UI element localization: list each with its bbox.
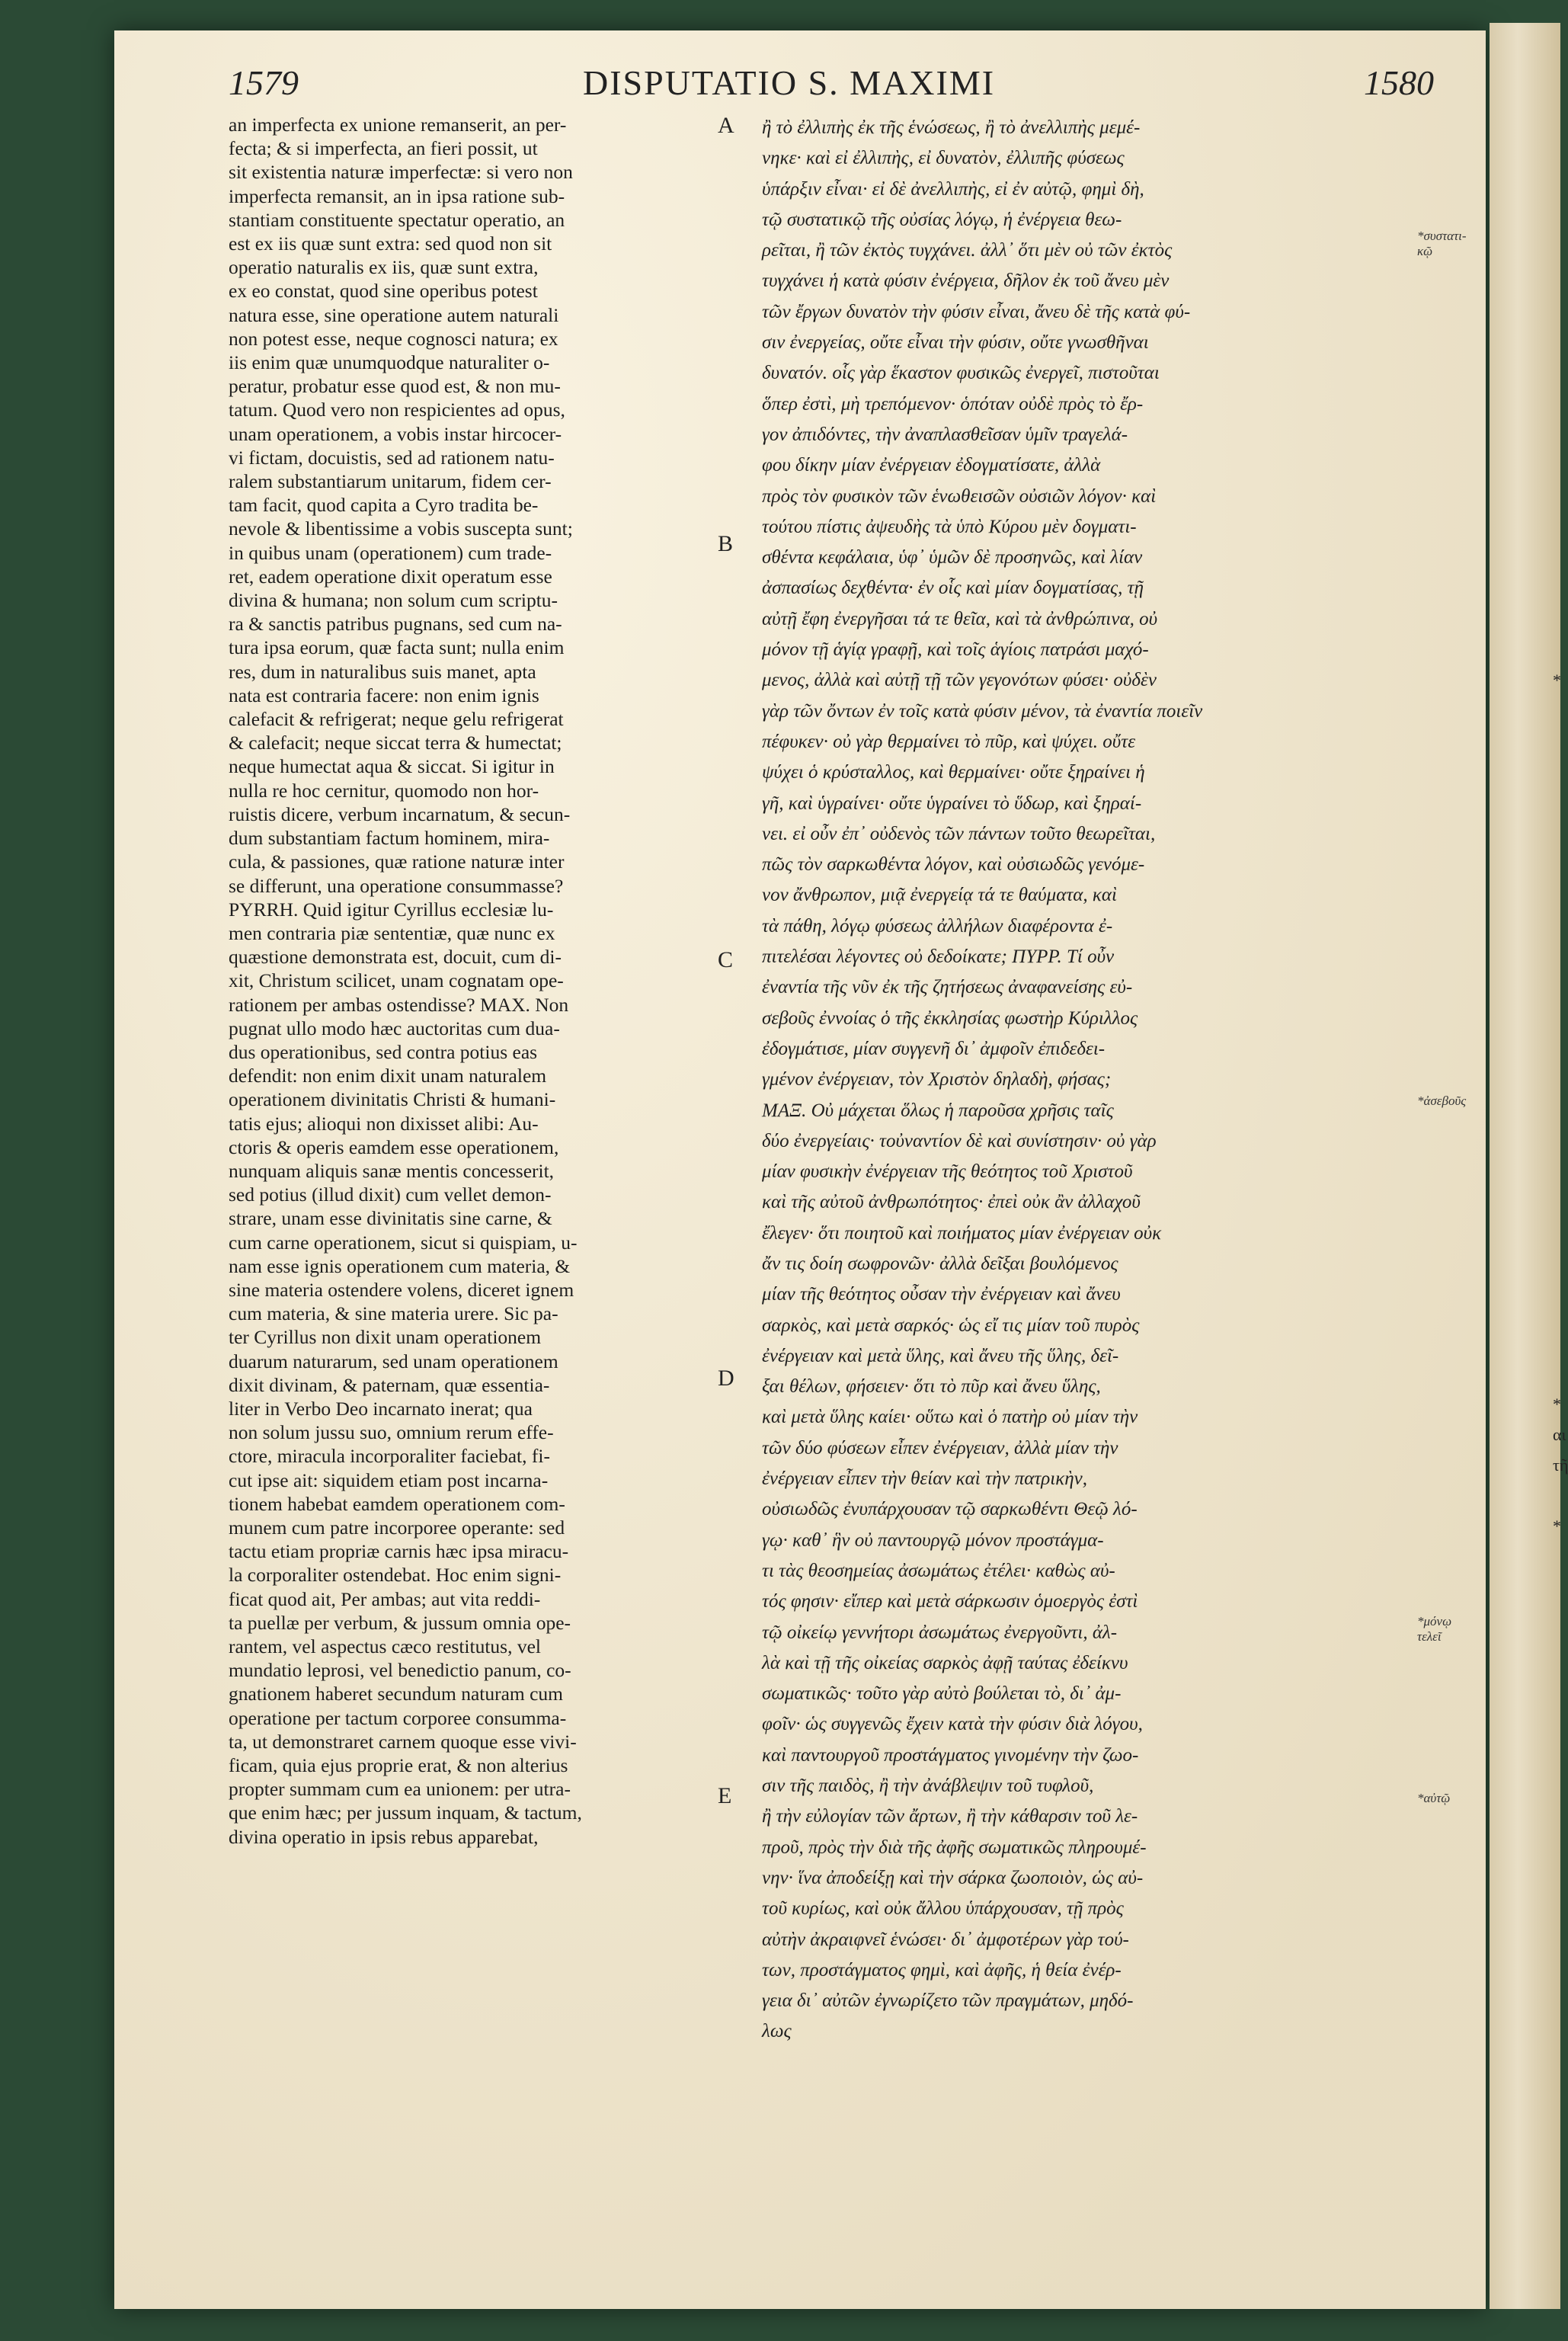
greek-text-line: τῶν ἔργων δυνατὸν τὴν φύσιν εἶναι, ἄνευ δὲ τῆς κατὰ φύ- <box>762 301 1191 322</box>
greek-text-line: δύο ἐνεργείαις· τοὐναντίον δὲ καὶ συνίστησιν· οὐ γὰρ <box>762 1130 1157 1151</box>
greek-text-line: τι τὰς θεοσημείας ἀσωμάτως ἐτέλει· καθὼς αὐ- <box>762 1560 1115 1581</box>
latin-text-line: unam operationem, a vobis instar hircocer- <box>229 422 562 445</box>
greek-text-line: γῳ· καθ᾽ ἣν οὐ παντουργῷ μόνον προστάγμα- <box>762 1529 1104 1551</box>
greek-text-line: σεβοῦς ἐννοίας ὁ τῆς ἐκκλησίας φωστὴρ Κύριλλος <box>762 1007 1138 1029</box>
latin-text-line: ctoris & operis eamdem esse operationem, <box>229 1135 559 1158</box>
latin-text-line: nevole & libentissime a vobis suscepta sunt; <box>229 517 573 540</box>
latin-text-line: sit existentia naturæ imperfectæ: si vero non <box>229 161 573 184</box>
latin-text-line: pugnat ullo modo hæc auctoritas cum dua- <box>229 1017 560 1039</box>
latin-text-line: vi fictam, docuistis, sed ad rationem natu- <box>229 446 555 469</box>
greek-text-line: γῆ, καὶ ὑγραίνει· οὔτε ὑγραίνει τὸ ὕδωρ, καὶ ξηραί- <box>762 793 1142 814</box>
greek-text-line: ἐδογμάτισε, μίαν συγγενῆ δι᾽ ἀμφοῖν ἐπιδεδει- <box>762 1038 1106 1059</box>
latin-text-line: ter Cyrillus non dixit unam operationem <box>229 1326 542 1349</box>
greek-text-line: γεια δι᾽ αὐτῶν ἐγνωρίζετο τῶν πραγμάτων, μηδό- <box>762 1990 1134 2012</box>
latin-text-line: defendit: non enim dixit unam naturalem <box>229 1065 547 1087</box>
margin-note-4: *αὐτῷ <box>1417 1791 1451 1805</box>
margin-note-3: *μόνῳ τελεῖ <box>1417 1614 1452 1644</box>
greek-text-line: τῷ οἰκείῳ γεννήτορι ἀσωμάτως ἐνεργοῦντι, ἀλ- <box>762 1622 1118 1643</box>
greek-text-line: πιτελέσαι λέγοντες οὐ δεδοίκατε; ΠΥΡΡ. Τί οὖν <box>762 946 1115 968</box>
latin-text-line: ra & sanctis patribus pugnans, sed cum na- <box>229 613 562 636</box>
greek-text-line: σιν ἐνεργείας, οὔτε εἶναι τὴν φύσιν, οὔτε γνωσθῆναι <box>762 332 1149 354</box>
latin-text-line: dus operationibus, sed contra potius eas <box>229 1040 538 1063</box>
latin-text-line: calefacit & refrigerat; neque gelu refrigerat <box>229 708 564 731</box>
latin-text-line: res, dum in naturalibus suis manet, apta <box>229 660 536 683</box>
edge-marks: * * αι τῆ * <box>1553 671 1568 1536</box>
greek-text-line: σθέντα κεφάλαια, ὑφ᾽ ὑμῶν δὲ προσηνῶς, καὶ λίαν <box>762 547 1143 568</box>
greek-text-line: μενος, ἀλλὰ καὶ αὐτῇ τῇ τῶν γεγονότων φύσει· οὐδὲν <box>762 670 1157 691</box>
latin-text-line: nam esse ignis operationem cum materia, & <box>229 1254 571 1277</box>
greek-text-line: αὐτὴν ἀκραιφνεῖ ἑνώσει· δι᾽ ἀμφοτέρων γὰρ τού- <box>762 1929 1129 1950</box>
greek-text-line: μόνον τῇ ἁγίᾳ γραφῇ, καὶ τοῖς ἁγίοις πατράσι μαχό- <box>762 639 1149 661</box>
latin-text-line: imperfecta remansit, an in ipsa ratione sub- <box>229 184 565 207</box>
latin-text-line: ta, ut demonstraret carnem quoque esse vivi- <box>229 1730 577 1753</box>
greek-text-line: ἐνέργειαν εἶπεν τὴν θείαν καὶ τὴν πατρικὴν, <box>762 1468 1087 1490</box>
latin-text-line: non solum jussu suo, omnium rerum effe- <box>229 1421 554 1444</box>
greek-text-line: νει. εἰ οὖν ἐπ᾽ οὐδενὸς τῶν πάντων τοῦτο θεωρεῖται, <box>762 823 1156 844</box>
latin-text-line: an imperfecta ex unione remanserit, an per- <box>229 114 567 136</box>
latin-text-line: sed potius (illud dixit) cum vellet demon- <box>229 1183 552 1206</box>
latin-column <box>229 113 716 1849</box>
latin-text-line: ret, eadem operatione dixit operatum esse <box>229 565 552 588</box>
latin-text-line: tura ipsa eorum, quæ facta sunt; nulla enim <box>229 636 565 659</box>
greek-text-line: ἔλεγεν· ὅτι ποιητοῦ καὶ ποιήματος μίαν ἐνέργειαν οὐκ <box>762 1222 1162 1244</box>
latin-text-line: divina operatio in ipsis rebus apparebat, <box>229 1825 539 1848</box>
latin-text-line: tionem habebat eamdem operationem com- <box>229 1492 565 1515</box>
latin-text-line: munem cum patre incorporee operante: sed <box>229 1516 565 1539</box>
greek-text-line: τυγχάνει ἡ κατὰ φύσιν ἐνέργεια, δῆλον ἐκ τοῦ ἄνευ μὲν <box>762 271 1170 292</box>
latin-text-line: iis enim quæ unumquodque naturaliter o- <box>229 351 550 374</box>
latin-text-line: peratur, probatur esse quod est, & non mu- <box>229 375 561 398</box>
latin-text-line: cum materia, & sine materia urere. Sic pa- <box>229 1302 558 1325</box>
latin-text-line: duarum naturarum, sed unam operationem <box>229 1350 558 1372</box>
latin-text-line: operationem divinitatis Christi & humani- <box>229 1088 556 1111</box>
latin-text-line: ex eo constat, quod sine operibus potest <box>229 280 538 303</box>
greek-text-line: νον ἄνθρωπον, μιᾷ ἐνεργείᾳ τά τε θαύματα, καὶ <box>762 885 1117 906</box>
latin-text-line: ruistis dicere, verbum incarnatum, & secun- <box>229 802 571 825</box>
greek-text-line: πρὸς τὸν φυσικὸν τῶν ἑνωθεισῶν οὐσιῶν λόγον· καὶ <box>762 485 1157 507</box>
latin-text-line: cut ipse ait: siquidem etiam post incarna- <box>229 1468 549 1491</box>
latin-text-line: nunquam aliquis sanæ mentis concesserit, <box>229 1159 555 1182</box>
latin-text-line: divina & humana; non solum cum scriptu- <box>229 589 558 612</box>
greek-text-line: ψύχει ὁ κρύσταλλος, καὶ θερμαίνει· οὔτε ξηραίνει ἡ <box>762 762 1145 783</box>
latin-text-line: fecta; & si imperfecta, an fieri possit, ut <box>229 137 538 160</box>
greek-text-line: πέφυκεν· οὐ γὰρ θερμαίνει τὸ πῦρ, καὶ ψύχει. οὔτε <box>762 731 1136 752</box>
greek-text-line: γὰρ τῶν ὄντων ἐν τοῖς κατὰ φύσιν μένον, τὰ ἐναντία ποιεῖν <box>762 700 1203 722</box>
latin-text-line: xit, Christum scilicet, unam cognatam ope- <box>229 969 564 992</box>
greek-text-line: μίαν φυσικὴν ἐνέργειαν τῆς θεότητος τοῦ Χριστοῦ <box>762 1161 1133 1183</box>
latin-text-line: dixit divinam, & paternam, quæ essentia- <box>229 1373 550 1396</box>
latin-text-line: est ex iis quæ sunt extra: sed quod non sit <box>229 232 552 255</box>
latin-text-line: stantiam constituente spectatur operatio, an <box>229 208 565 231</box>
latin-text-line: tatum. Quod vero non respicientes ad opus, <box>229 399 565 421</box>
page-number-left: 1579 <box>229 63 299 102</box>
latin-text-line: non potest esse, neque cognosci natura; ex <box>229 327 558 350</box>
greek-text-line: ἐνέργειαν καὶ μετὰ ὕλης, καὶ ἄνευ τῆς ὕλης, δεῖ- <box>762 1345 1119 1366</box>
latin-text-line: quæstione demonstrata est, docuit, cum di- <box>229 946 562 969</box>
latin-text-line: se differunt, una operatione consummasse? <box>229 874 564 897</box>
greek-text-line: αὐτῇ ἔφη ἐνεργῆσαι τά τε θεῖα, καὶ τὰ ἀνθρώπινα, οὐ <box>762 608 1158 629</box>
greek-text-line: νην· ἵνα ἀποδείξῃ καὶ τὴν σάρκα ζωοποιὸν, ὡς αὐ- <box>762 1867 1144 1888</box>
greek-text-line: σιν τῆς παιδὸς, ἢ τὴν ἀνάβλεψιν τοῦ τυφλοῦ, <box>762 1776 1094 1797</box>
page-edge <box>1490 23 1560 2309</box>
greek-text-line: φοῖν· ὡς συγγενῶς ἔχειν κατὰ τὴν φύσιν διὰ λόγου, <box>762 1714 1143 1735</box>
latin-text-line: men contraria piæ sententiæ, quæ nunc ex <box>229 921 555 944</box>
greek-column <box>762 113 1410 2048</box>
latin-text-line: ficat quod ait, Per ambas; aut vita reddi- <box>229 1587 541 1610</box>
latin-text-line: liter in Verbo Deo incarnato inerat; qua <box>229 1397 533 1420</box>
latin-text-line: tactu etiam propriæ carnis hæc ipsa miracu- <box>229 1540 569 1563</box>
greek-text-line: καὶ τῆς αὐτοῦ ἀνθρωπότητος· ἐπεὶ οὐκ ἂν ἀλλαχοῦ <box>762 1192 1141 1213</box>
greek-text-line: μίαν τῆς θεότητος οὖσαν τὴν ἐνέργειαν καὶ ἄνευ <box>762 1284 1121 1305</box>
greek-text-line: πῶς τὸν σαρκωθέντα λόγον, καὶ οὐσιωδῶς γενόμε- <box>762 854 1145 876</box>
latin-text-line: cula, & passiones, quæ ratione naturæ inter <box>229 850 565 873</box>
greek-text-line: γον ἀπιδόντες, τὴν ἀναπλασθεῖσαν ὑμῖν τραγελά- <box>762 424 1128 445</box>
greek-text-line: ΜΑΞ. Οὐ μάχεται ὅλως ἡ παροῦσα χρῆσις ταῖς <box>762 1100 1114 1121</box>
latin-text-line: operatione per tactum corporee consumma- <box>229 1706 567 1729</box>
section-letter-c: C <box>718 947 734 972</box>
greek-text-line: τὰ πάθη, λόγῳ φύσεως ἀλλήλων διαφέροντα ἐ- <box>762 915 1113 937</box>
latin-text-line: gnationem haberet secundum naturam cum <box>229 1683 564 1705</box>
running-head <box>114 62 1486 108</box>
latin-text-line: operatio naturalis ex iis, quæ sunt extra, <box>229 256 539 279</box>
margin-note-2: *ἀσεβοῦς <box>1417 1094 1467 1108</box>
section-letter-d: D <box>718 1366 734 1391</box>
greek-text-line: καὶ παντουργοῦ προστάγματος γινομένην τὴν ζωο- <box>762 1744 1139 1766</box>
latin-text-line: tam facit, quod capita a Cyro tradita be- <box>229 494 539 517</box>
latin-text-line: ralem substantiarum unitarum, fidem cer- <box>229 470 552 493</box>
latin-text-line: rationem per ambas ostendisse? MAX. Non <box>229 993 569 1016</box>
greek-text-line: οὐσιωδῶς ἐνυπάρχουσαν τῷ σαρκωθέντι Θεῷ λό- <box>762 1499 1138 1520</box>
latin-text-line: ta puellæ per verbum, & jussum omnia ope- <box>229 1611 571 1634</box>
greek-text-line: γμένον ἐνέργειαν, τὸν Χριστὸν δηλαδὴ, φήσας; <box>762 1069 1112 1090</box>
greek-text-line: δυνατόν. οἷς γὰρ ἕκαστον φυσικῶς ἐνεργεῖ, πιστοῦται <box>762 363 1160 384</box>
latin-text-line: ctore, miracula incorporaliter faciebat, fi- <box>229 1445 550 1468</box>
greek-text-line: ὅπερ ἐστὶ, μὴ τρεπόμενον· ὁπόταν οὐδὲ πρὸς τὸ ἔρ- <box>762 393 1144 415</box>
greek-text-line: ἢ τὴν εὐλογίαν τῶν ἄρτων, ἢ τὴν κάθαρσιν τοῦ λε- <box>762 1806 1138 1827</box>
latin-text-line: nata est contraria facere: non enim ignis <box>229 684 539 706</box>
section-letter-e: E <box>718 1783 732 1808</box>
latin-text-line: in quibus unam (operationem) cum trade- <box>229 541 552 564</box>
greek-text-line: λως <box>762 2021 792 2042</box>
greek-text-line: τούτου πίστις ἀψευδὴς τὰ ὑπὸ Κύρου μὲν δογματι- <box>762 516 1137 537</box>
latin-text-line: ficam, quia ejus proprie erat, & non alterius <box>229 1754 568 1777</box>
latin-text-line: la corporaliter ostendebat. Hoc enim signi- <box>229 1564 562 1587</box>
latin-text-line: tatis ejus; alioqui non dixisset alibi: Au- <box>229 1112 539 1135</box>
greek-text-line: τῷ συστατικῷ τῆς οὐσίας λόγῳ, ἡ ἐνέργεια θεω- <box>762 209 1122 230</box>
greek-text-line: νηκε· καὶ εἰ ἐλλιπὴς, εἰ δυνατὸν, ἐλλιπῆς φύσεως <box>762 148 1125 169</box>
greek-text-line: σωματικῶς· τοῦτο γὰρ αὐτὸ βούλεται τὸ, δι᾽ ἀμ- <box>762 1683 1122 1705</box>
latin-text-line: rantem, vel aspectus cæco restitutus, vel <box>229 1635 542 1657</box>
greek-text-line: προῦ, πρὸς τὴν διὰ τῆς ἀφῆς σωματικῶς πληρουμέ- <box>762 1837 1147 1858</box>
greek-text-line: ἢ τὸ ἐλλιπὴς ἐκ τῆς ἑνώσεως, ἢ τὸ ἀνελλιπὴς μεμέ- <box>762 117 1141 138</box>
greek-text-line: ρεῖται, ἢ τῶν ἐκτὸς τυγχάνει. ἀλλ᾽ ὅτι μὲν οὐ τῶν ἐκτὸς <box>762 240 1173 261</box>
latin-text-line: natura esse, sine operatione autem naturali <box>229 303 559 326</box>
greek-text-line: των, προστάγματος φημὶ, καὶ ἀφῆς, ἡ θεία ἐνέρ- <box>762 1959 1122 1981</box>
greek-text-line: σαρκὸς, καὶ μετὰ σαρκός· ὡς εἴ τις μίαν τοῦ πυρὸς <box>762 1315 1140 1336</box>
latin-text-line: que enim hæc; per jussum inquam, & tactum, <box>229 1801 582 1824</box>
greek-text-line: καὶ μετὰ ὕλης καίει· οὕτω καὶ ὁ πατὴρ οὐ μίαν τὴν <box>762 1407 1138 1428</box>
latin-text-line: & calefacit; neque siccat terra & humectat; <box>229 732 562 754</box>
page-number-right: 1580 <box>1364 63 1434 102</box>
greek-text-line: τοῦ κυρίως, καὶ οὐκ ἄλλου ὑπάρχουσαν, τῇ πρὸς <box>762 1898 1124 1920</box>
greek-text-line: φου δίκην μίαν ἐνέργειαν ἐδογματίσατε, ἀλλὰ <box>762 455 1101 476</box>
margin-note-1: *συστατι-κῷ <box>1417 229 1467 258</box>
greek-text-line: ἄν τις δοίη σωφρονῶν· ἀλλὰ δεῖξαι βουλόμενος <box>762 1253 1118 1274</box>
section-letter-a: A <box>718 113 734 138</box>
greek-text-line: λὰ καὶ τῇ τῆς οἰκείας σαρκὸς ἀφῇ ταύτας ἐδείκνυ <box>762 1652 1128 1673</box>
running-title: DISPUTATIO S. MAXIMI <box>583 63 996 102</box>
latin-text-line: PYRRH. Quid igitur Cyrillus ecclesiæ lu- <box>229 898 554 921</box>
greek-text-line: τῶν δύο φύσεων εἶπεν ἐνέργειαν, ἀλλὰ μίαν τὴν <box>762 1437 1118 1459</box>
greek-text-line: τός φησιν· εἴπερ καὶ μετὰ σάρκωσιν ὁμοεργὸς ἐστὶ <box>762 1591 1138 1612</box>
greek-text-line: ἀσπασίως δεχθέντα· ἐν οἷς καὶ μίαν δογματίσας, τῇ <box>762 578 1144 599</box>
latin-text-line: nulla re hoc cernitur, quomodo non hor- <box>229 779 539 802</box>
latin-text-line: neque humectat aqua & siccat. Si igitur in <box>229 755 555 778</box>
greek-text-line: ὑπάρξιν εἶναι· εἰ δὲ ἀνελλιπὴς, εἰ ἐν αὐτῷ, φημὶ δὴ, <box>762 178 1144 200</box>
latin-text-line: cum carne operationem, sicut si quispiam, u- <box>229 1231 578 1254</box>
greek-text-line: ἐναντία τῆς νῦν ἐκ τῆς ζητήσεως ἀναφανείσης εὐ- <box>762 977 1133 998</box>
latin-text-line: dum substantiam factum hominem, mira- <box>229 827 550 850</box>
latin-text-line: mundatio leprosi, vel benedictio panum, co- <box>229 1659 571 1682</box>
section-letter-b: B <box>718 531 734 556</box>
latin-text-line: strare, unam esse divinitatis sine carne, & <box>229 1207 552 1230</box>
latin-text-line: propter summam cum ea unionem: per utra- <box>229 1778 571 1801</box>
latin-text-line: sine materia ostendere volens, diceret ignem <box>229 1278 574 1301</box>
greek-text-line: ξαι θέλων, φήσειεν· ὅτι τὸ πῦρ καὶ ἄνευ ὕλης, <box>762 1376 1101 1398</box>
